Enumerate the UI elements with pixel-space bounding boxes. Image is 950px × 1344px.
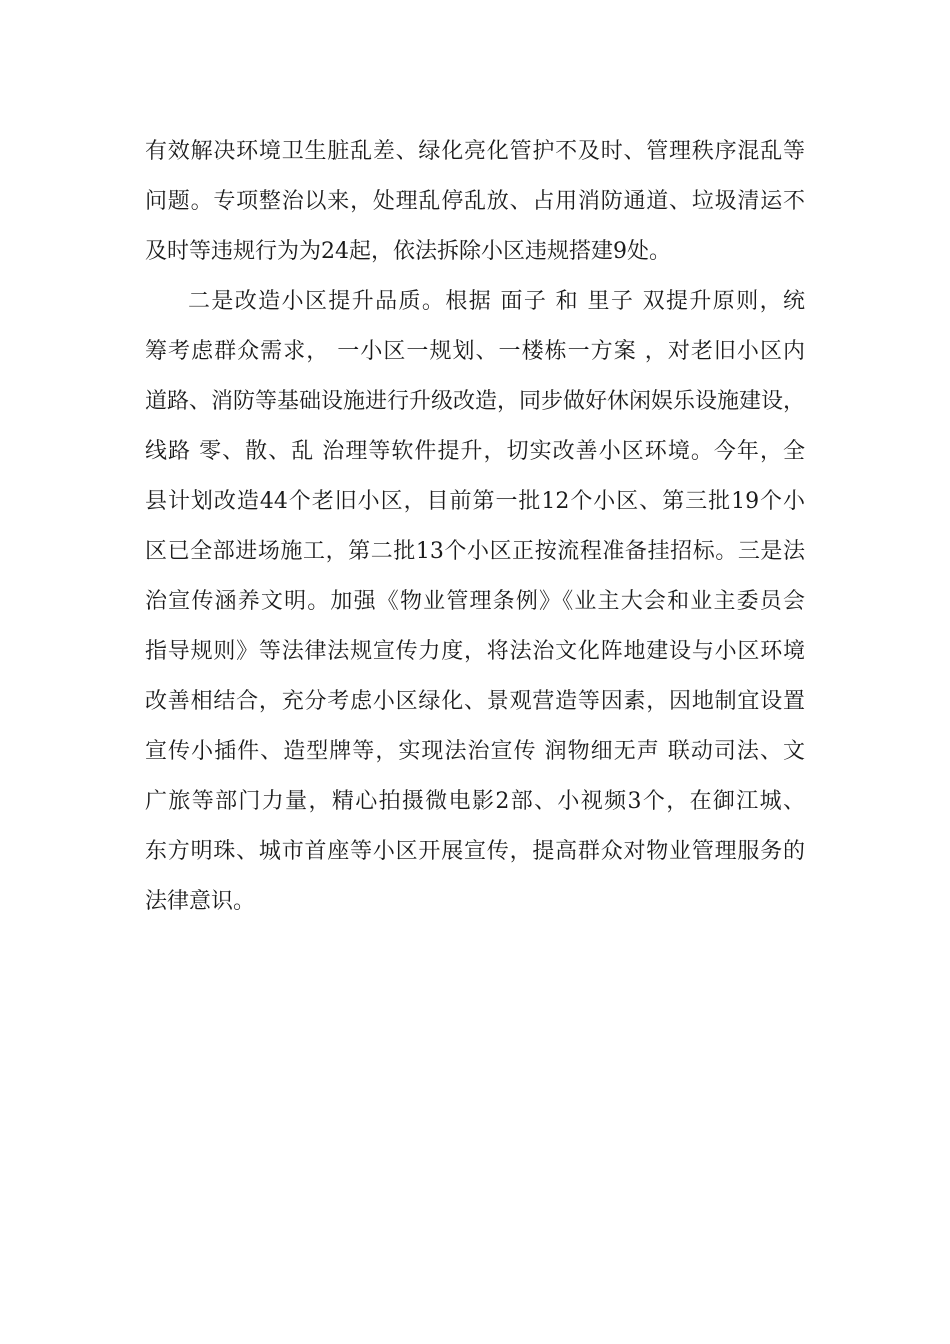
text-line: 及时等违规行为为24起，依法拆除小区违规搭建9处。	[145, 239, 671, 264]
text-line: 改善相结合，充分考虑小区绿化、景观营造等因素，因地制宜设置	[145, 689, 805, 714]
text-line: 广旅等部门力量，精心拍摄微电影2部、小视频3个，在御江城、	[145, 789, 805, 814]
text-line: 指导规则》等法律法规宣传力度，将法治文化阵地建设与小区环境	[145, 639, 805, 664]
text-line: 宣传小插件、造型牌等，实现法治宣传 润物细无声 联动司法、文	[145, 739, 805, 764]
paragraph-first-line: 二是改造小区提升品质。根据 面子 和 里子 双提升原则，统	[188, 289, 805, 314]
text-line: 筹考虑群众需求， 一小区一规划、一楼栋一方案 ，对老旧小区内	[145, 339, 805, 364]
text-line: 县计划改造44个老旧小区，目前第一批12个小区、第三批19个小	[145, 489, 805, 514]
text-line: 东方明珠、城市首座等小区开展宣传，提高群众对物业管理服务的	[145, 839, 805, 864]
text-line: 道路、消防等基础设施进行升级改造，同步做好休闲娱乐设施建设，	[145, 389, 806, 414]
text-line: 法律意识。	[145, 889, 256, 914]
text-line: 区已全部进场施工，第二批13个小区正按流程准备挂招标。三是法	[145, 539, 805, 564]
text-line: 治宣传涵养文明。加强《物业管理条例》《业主大会和业主委员会	[145, 589, 805, 614]
text-line: 问题。专项整治以来，处理乱停乱放、占用消防通道、垃圾清运不	[145, 189, 805, 214]
text-line: 有效解决环境卫生脏乱差、绿化亮化管护不及时、管理秩序混乱等	[145, 139, 805, 164]
text-line: 线路 零、散、乱 治理等软件提升，切实改善小区环境。今年，全	[145, 439, 805, 464]
